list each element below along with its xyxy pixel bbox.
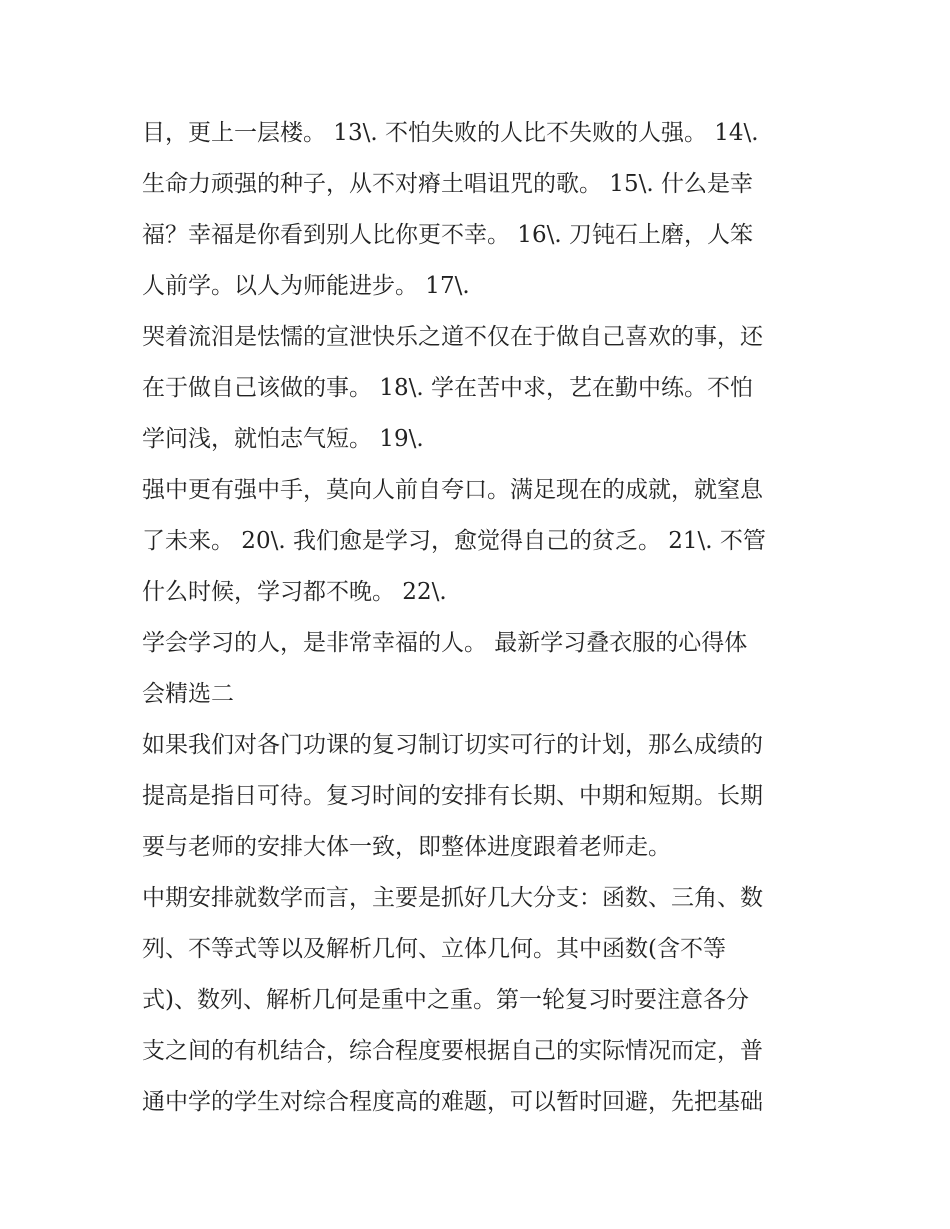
text-line: 中期安排就数学而言，主要是抓好几大分支：函数、三角、数	[142, 885, 763, 911]
text-line: 在于做自己该做的事。 18\. 学在苦中求，艺在勤中练。不怕	[142, 375, 753, 401]
text-line: 目，更上一层楼。 13\. 不怕失败的人比不失败的人强。 14\.	[142, 120, 759, 146]
text-line: 哭着流泪是怯懦的宣泄快乐之道不仅在于做自己喜欢的事，还	[142, 324, 763, 350]
text-line: 生命力顽强的种子，从不对瘠土唱诅咒的歌。 15\. 什么是幸	[142, 171, 753, 197]
text-line: 学会学习的人，是非常幸福的人。 最新学习叠衣服的心得体	[142, 630, 748, 656]
text-line: 了未来。 20\. 我们愈是学习，愈觉得自己的贫乏。 21\. 不管	[142, 528, 766, 554]
text-line: 支之间的有机结合，综合程度要根据自己的实际情况而定，普	[142, 1038, 763, 1064]
document-text	[142, 108, 822, 1128]
text-line: 如果我们对各门功课的复习制订切实可行的计划，那么成绩的	[142, 732, 763, 758]
text-line: 福？幸福是你看到别人比你更不幸。 16\. 刀钝石上磨，人笨	[142, 222, 753, 248]
text-line: 强中更有强中手，莫向人前自夸口。满足现在的成就，就窒息	[142, 477, 763, 503]
text-line: 要与老师的安排大体一致，即整体进度跟着老师走。	[142, 834, 671, 860]
text-line: 什么时候，学习都不晚。 22\.	[142, 579, 447, 605]
text-line: 通中学的学生对综合程度高的难题，可以暂时回避，先把基础	[142, 1089, 763, 1115]
text-line: 式)、数列、解析几何是重中之重。第一轮复习时要注意各分	[142, 987, 749, 1013]
text-line: 人前学。以人为师能进步。 17\.	[142, 273, 470, 299]
text-line: 学问浅，就怕志气短。 19\.	[142, 426, 424, 452]
text-line: 提高是指日可待。复习时间的安排有长期、中期和短期。长期	[142, 783, 763, 809]
text-line: 列、不等式等以及解析几何、立体几何。其中函数(含不等	[142, 936, 726, 962]
section-heading-continuation: 会精选二	[142, 681, 234, 707]
